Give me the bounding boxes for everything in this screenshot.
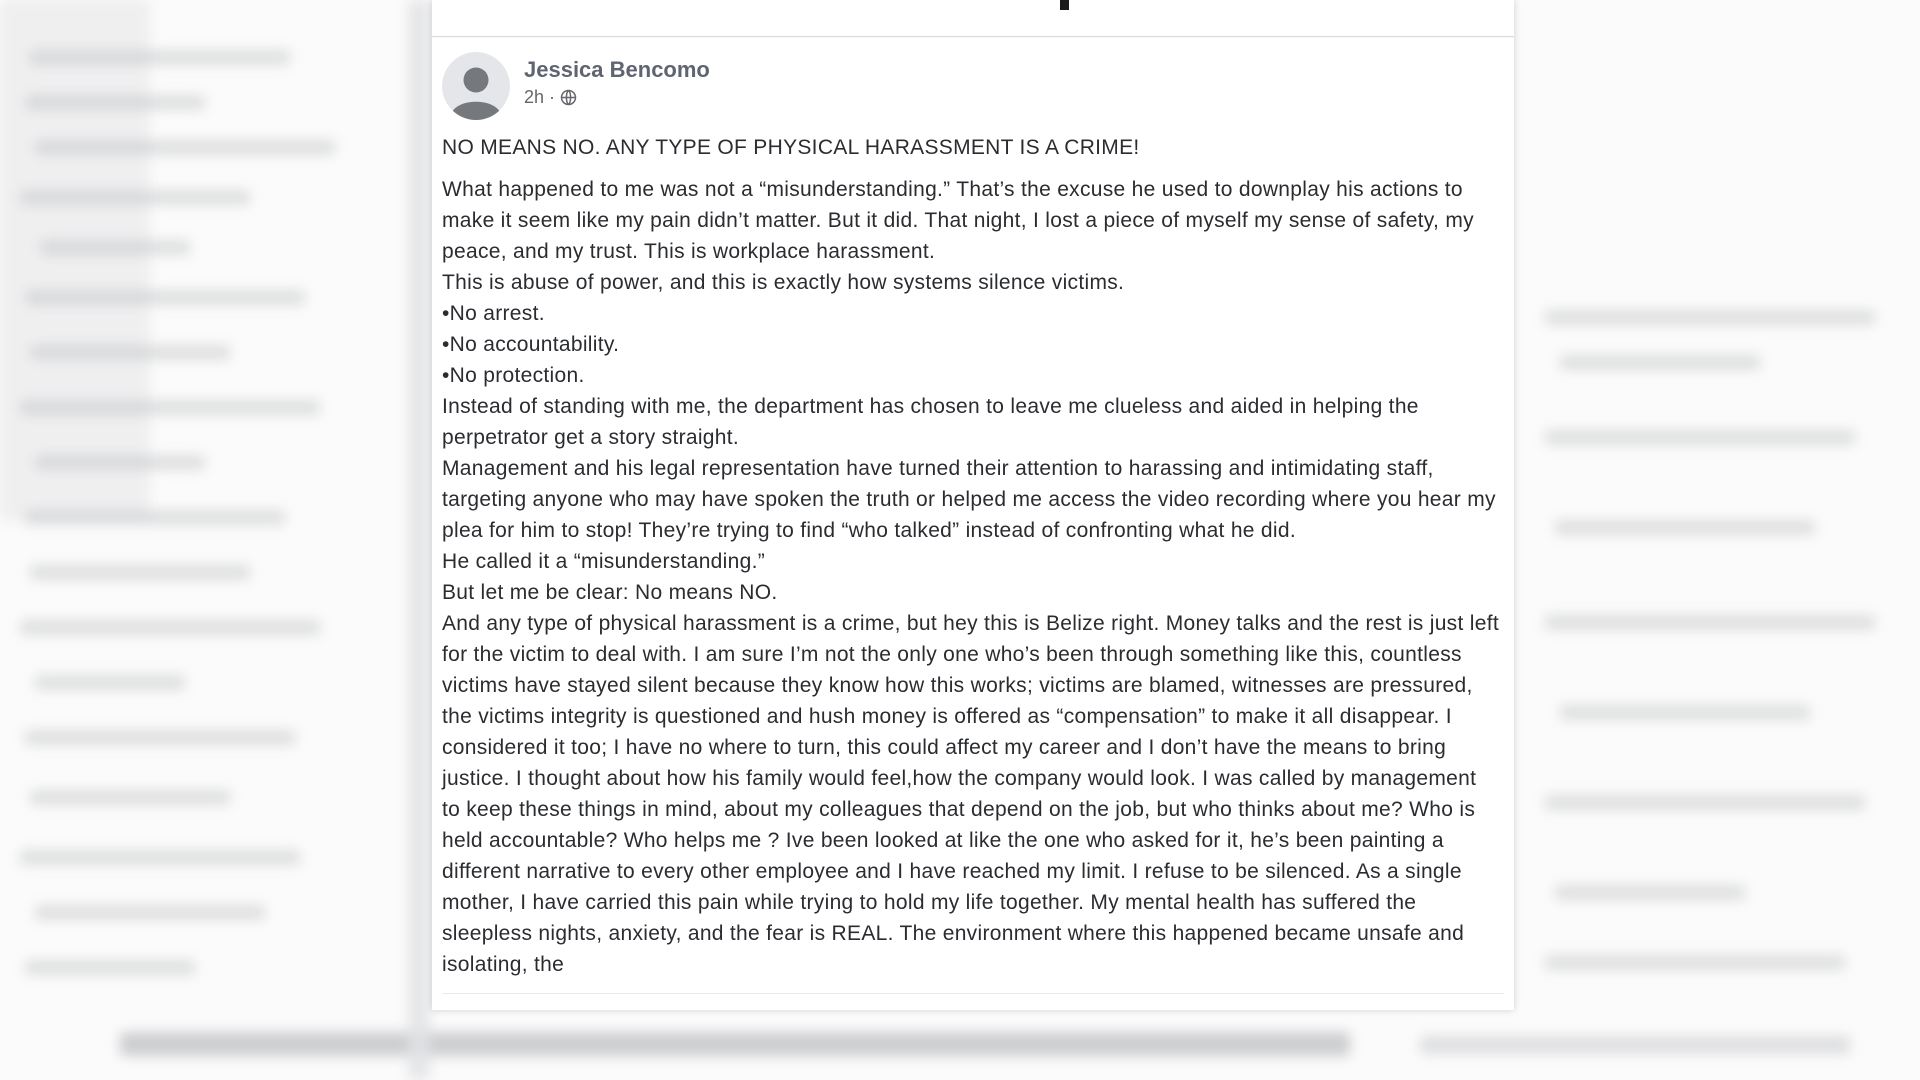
blurred-text-line [20,400,320,415]
post-header [432,37,1514,120]
post-paragraph: But let me be clear: No means NO. [442,581,778,604]
blurred-text-line [35,675,185,690]
default-person-avatar-icon [442,52,510,120]
post-header-text [524,52,710,108]
blurred-text-line [1545,615,1875,630]
blurred-text-line [1560,355,1760,370]
post-paragraph: He called it a “misunderstanding.” [442,550,766,573]
post-card [432,0,1514,1010]
post-paragraph: Instead of standing with me, the department has chosen to leave me clueless and aided in helping the perpetrator get a story straight. [442,395,1419,449]
blurred-window-edge [408,0,430,1080]
blurred-text-line [20,850,300,865]
blurred-text-line [30,345,230,360]
globe-icon [560,89,577,106]
meta-separator: · [549,87,556,107]
post-paragraphs [442,174,1500,980]
blurred-text-line [1560,705,1810,720]
blurred-text-line [35,455,205,470]
blurred-text-line [40,240,190,255]
blurred-text-line [25,510,285,525]
author-name-link[interactable]: Jessica Bencomo [524,57,710,82]
blurred-panel [0,0,150,520]
blurred-text-line [25,730,295,745]
timestamp-link[interactable]: 2h [524,87,545,107]
blurred-text-line [1545,795,1865,810]
blurred-text-line [1555,885,1745,900]
post-body [432,120,1514,980]
blurred-text-line [1420,1036,1850,1054]
post-meta [524,87,710,108]
blurred-text-line [30,565,250,580]
blurred-text-line [1555,520,1815,535]
post-paragraph: Management and his legal representation have turned their attention to harassing and intimidating staff, targeting anyone who may have spoken the truth or helped me access the video recording where you hear my plea for him to stop! They’re trying to find “who talked” instead of confronting what he did. [442,457,1496,542]
post-footer-divider [442,993,1504,994]
post-paragraph: •No protection. [442,364,585,387]
blurred-text-line [1545,310,1875,325]
cutoff-title-fragment [1060,0,1069,10]
blurred-text-line [35,905,265,920]
post-paragraph: And any type of physical harassment is a crime, but hey this is Belize right. Money talks and the rest is just left for the victim to deal with. I am sure I’m not the only one who’s been through something like this, countless victims have stayed silent because they know how this works; victims are blamed, witnesses are pressured, the victims integrity is questioned and hush money is offered as “compensation” to make it all disappear. I considered it too; I have no where to turn, this could affect my career and I don’t have the means to bring justice. I thought about how his family would feel,how the company would look. I was called by management to keep these things in mind, about my colleagues that depend on the job, but who thinks about me? Who is held accountable? Who helps me ? Ive been looked at like the one who asked for it, he’s been painting a different narrative to every other employee and I have reached my limit. I refuse to be silenced. As a single mother, I have carried this pain while trying to hold my life together. My mental health has suffered the sleepless nights, anxiety, and the fear is REAL. The environment where this happened became unsafe and isolating, the [442,612,1499,976]
blurred-text-line [25,290,305,305]
blurred-text-line [25,95,205,110]
blurred-text-line [25,960,195,975]
post-paragraph: •No accountability. [442,333,620,356]
blurred-text-line [1545,430,1855,445]
blurred-text-line [120,1032,1350,1056]
blurred-text-line [20,190,250,205]
blurred-text-line [30,790,230,805]
blurred-text-line [35,140,335,155]
blurred-text-line [20,620,320,635]
blurred-text-line [1545,955,1845,970]
post-paragraph: What happened to me was not a “misunderstanding.” That’s the excuse he used to downplay his actions to make it seem like my pain didn’t matter. But it did. That night, I lost a piece of myself my sense of safety, my peace, and my trust. This is workplace harassment. [442,178,1474,263]
blurred-text-line [30,50,290,65]
viewer-header-cutoff [432,0,1514,37]
post-paragraph: •No arrest. [442,302,545,325]
post-paragraph: This is abuse of power, and this is exactly how systems silence victims. [442,271,1125,294]
post-headline: NO MEANS NO. ANY TYPE OF PHYSICAL HARASSMENT IS A CRIME! [442,136,1140,159]
avatar[interactable] [442,52,510,120]
